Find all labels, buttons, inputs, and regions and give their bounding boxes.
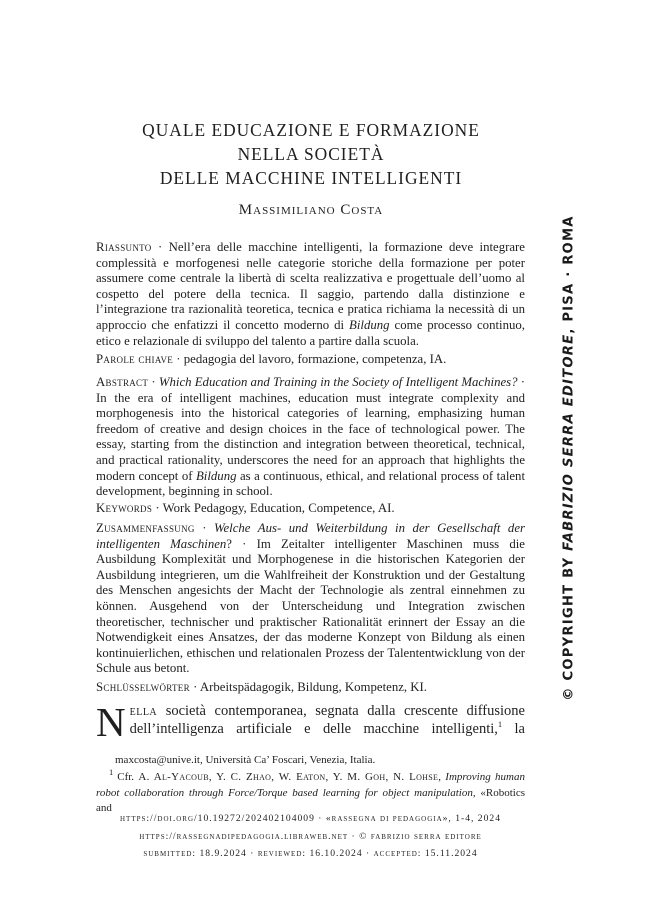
abstract-italic-term: Bildung (195, 468, 237, 483)
abstract-text-end: as a continuous, ethical, and relational process of talent development, beginning in school. (96, 468, 526, 499)
abstract-title: Welche Aus- und Weiterbildung in der Gesellschaft der intelligenten Maschinen (96, 521, 525, 551)
body-text-end: la (502, 720, 525, 737)
body-lead: ella (129, 703, 158, 719)
footnote (96, 767, 525, 817)
body-text: società contemporanea, segnata dalla crescente diffusione dell’intelligenza artificiale e delle macchine intelligenti, (129, 703, 525, 737)
abstract-german (96, 521, 525, 677)
copyright-suffix: , PISA · ROMA (561, 215, 577, 334)
title-line: DELLE MACCHINE INTELLIGENTI (159, 168, 463, 188)
separator: · (189, 680, 200, 694)
abstract-label: Riassunto (96, 240, 152, 254)
separator: · (148, 375, 159, 389)
keywords-label: Parole chiave (96, 352, 174, 366)
keywords-label: Keywords (96, 501, 153, 515)
abstract-label: Zusammenfassung (96, 521, 195, 535)
title-line: NELLA SOCIETÀ (237, 144, 385, 164)
keywords-german (96, 680, 525, 696)
dates-line: submitted: 18.9.2024 · reviewed: 16.10.2024 · accepted: 15.11.2024 (143, 848, 478, 859)
footnote-number: 1 (109, 767, 114, 778)
footnote-title: Improving human robot collaboration through Force/Torque based learning for object manipulation (96, 771, 525, 799)
abstract-title-end: ? (226, 536, 232, 551)
footnote-separator: , (438, 771, 446, 783)
copyright-sidebar (558, 215, 580, 701)
abstract-english (96, 375, 525, 500)
keywords-italian (96, 352, 525, 368)
abstract-label: Abstract (96, 375, 149, 389)
keywords-label: Schlüsselwörter (96, 680, 190, 694)
footnote-authors: A. Al-Yacoub, Y. C. Zhao, W. Eaton, Y. M. Goh, N. Lohse (138, 771, 439, 783)
keywords-english (96, 501, 525, 517)
footnote-text-end: , «Robotics and (96, 786, 525, 814)
body-paragraph (96, 699, 525, 745)
abstract-title: Which Education and Training in the Society of Intelligent Machines? (158, 375, 518, 389)
separator: · (151, 240, 169, 254)
abstract-italian (96, 240, 525, 349)
keywords-text: pedagogia del lavoro, formazione, competenza, IA. (183, 352, 447, 366)
article-title (96, 118, 526, 190)
separator: · (231, 536, 257, 551)
keywords-text: Arbeitspädagogik, Bildung, Kompetenz, KI. (199, 680, 427, 694)
separator: · (173, 352, 184, 366)
abstract-text: Im Zeitalter intelligenter Maschinen muss die Ausbildung Komplexität und Morphogenese in die historischen Kategorien der Ausbildung integrieren, um die Wahlfreiheit der Konstruktion und der Gestaltung des Menschen angesichts der Macht der Technologie als zentral einnehmen zu können. Ausgehend von der Unterscheidung und Integration zwischen theoretischer, technischer und praktischer Rationalität erinnert der Essay an die Notwendigkeit eines Ansatzes, der das moderne Konzept von Bildung als einen kontinuierlichen, ethischen und relationalen Prozess der Talententwicklung von der Schule aus betont. (96, 536, 525, 676)
abstract-text: Nell’era delle macchine intelligenti, la formazione deve integrare complessità e morfogenesi nelle categorie storiche della formazione per poter assumere come centrale la libertà di scelta realizzativa e progettuale dell’uomo al cospetto del potere della tecnica. Il saggio, partendo dalla distinzione e l’integrazione tra razionalità teoretica, tecnica e pratica richiama la necessità di un approccio che enfatizzi il concetto moderno di (96, 240, 525, 332)
article-author: Massimiliano Costa (238, 202, 384, 218)
title-line: QUALE EDUCAZIONE E FORMAZIONE (142, 120, 480, 140)
copyright-prefix: © COPYRIGHT BY (561, 550, 577, 701)
footnote-text: Cfr. (117, 771, 139, 783)
journal-url-line: https://rassegnadipedagogia.libraweb.net · © fabrizio serra editore (139, 831, 482, 842)
copyright-text (562, 215, 577, 700)
drop-cap: N (96, 699, 126, 745)
separator: · (194, 521, 214, 535)
abstract-italic-term: Bildung (349, 317, 390, 332)
abstract-text-end: come processo continuo, etico e relazionale di sviluppo del talento a partire dalla scuola. (96, 317, 525, 348)
copyright-publisher: FABRIZIO SERRA EDITORE (561, 333, 577, 551)
separator: · (517, 375, 525, 389)
footnote-ref: 1 (497, 718, 503, 729)
doi-line: https://doi.org/10.19272/202402104009 · «rassegna di pedagogia», 1-4, 2024 (120, 813, 501, 824)
separator: · (152, 501, 163, 515)
author-affiliation: maxcosta@unive.it, Università Ca’ Foscari, Venezia, Italia. (115, 754, 376, 766)
abstract-text: In the era of intelligent machines, education must integrate complexity and morphogenesis into the historical categories of learning, emphasizing human freedom of creative and design choices in the face of technological power. The essay, starting from the distinction and integration between theoretical, technical, and practical rationality, underscores the need for an approach that highlights the modern concept of (96, 390, 525, 483)
keywords-text: Work Pedagogy, Education, Competence, AI. (162, 501, 395, 515)
